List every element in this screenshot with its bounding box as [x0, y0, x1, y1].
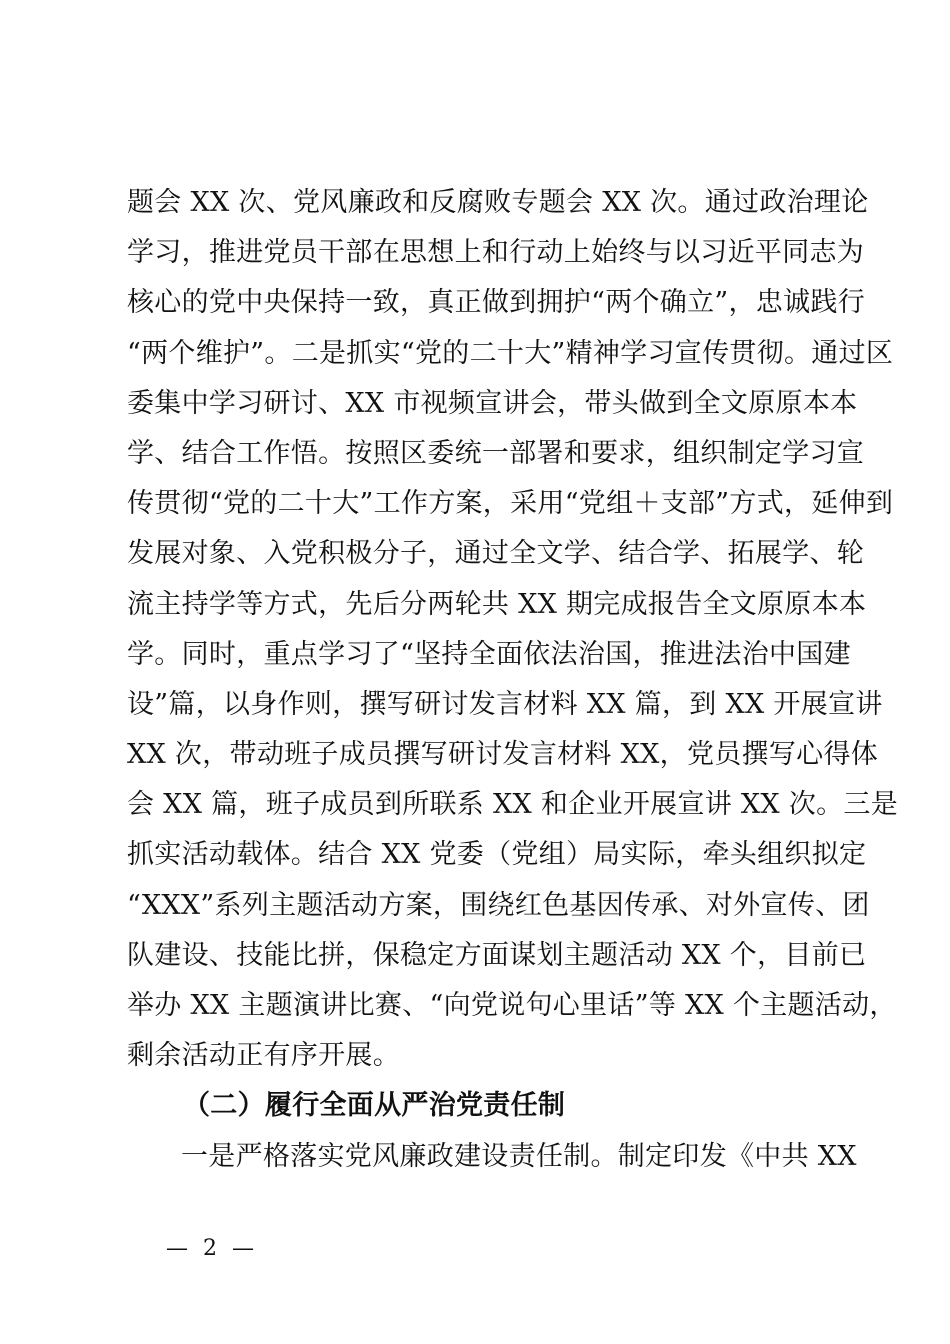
paragraph-line: XX 次，带动班子成员撰写研讨发言材料 XX，党员撰写心得体 [127, 739, 879, 771]
paragraph-line: 题会 XX 次、党风廉政和反腐败专题会 XX 次。通过政治理论 [127, 187, 869, 218]
paragraph-line: 学。同时，重点学习了“坚持全面依法治国，推进法治中国建 [127, 638, 851, 670]
paragraph-line: 队建设、技能比拼，保稳定方面谋划主题活动 XX 个，目前已 [127, 939, 867, 971]
paragraph-line: 设”篇，以身作则，撰写研讨发言材料 XX 篇，到 XX 开展宣讲 [127, 688, 883, 720]
section-heading: （二）履行全面从严治党责任制 [183, 1090, 566, 1122]
paragraph-line: 委集中学习研讨、XX 市视频宣讲会，带头做到全文原原本本 [127, 387, 858, 419]
paragraph-line: 会 XX 篇，班子成员到所联系 XX 和企业开展宣讲 XX 次。三是 [127, 789, 899, 821]
paragraph-line: 抓实活动载体。结合 XX 党委（党组）局实际，牵头组织拟定 [127, 839, 867, 871]
paragraph-line: “两个维护”。二是抓实“党的二十大”精神学习宣传贯彻。通过区 [127, 337, 894, 369]
document-body [127, 178, 899, 1182]
paragraph-line: 核心的党中央保持一致，真正做到拥护“两个确立”，忠诚践行 [127, 287, 866, 319]
paragraph-line: 传贯彻“党的二十大”工作方案，采用“党组＋支部”方式，延伸到 [127, 488, 894, 520]
paragraph-line: 流主持学等方式，先后分两轮共 XX 期完成报告全文原原本本 [127, 588, 867, 620]
paragraph-line: “XXX”系列主题活动方案，围绕红色基因传承、对外宣传、团 [127, 889, 870, 921]
page-number: — 2 — [166, 1236, 258, 1261]
paragraph-line: 举办 XX 主题演讲比赛、“向党说句心里话”等 XX 个主题活动， [127, 990, 897, 1021]
paragraph-line: 学、结合工作悟。按照区委统一部署和要求，组织制定学习宣 [127, 437, 865, 469]
paragraph-line: 剩余活动正有序开展。 [127, 1040, 400, 1072]
paragraph-line: 发展对象、入党积极分子，通过全文学、结合学、拓展学、轮 [127, 538, 865, 570]
next-paragraph-line: 一是严格落实党风廉政建设责任制。制定印发《中共 XX [181, 1140, 857, 1172]
paragraph-line: 学习，推进党员干部在思想上和行动上始终与以习近平同志为 [127, 237, 865, 269]
